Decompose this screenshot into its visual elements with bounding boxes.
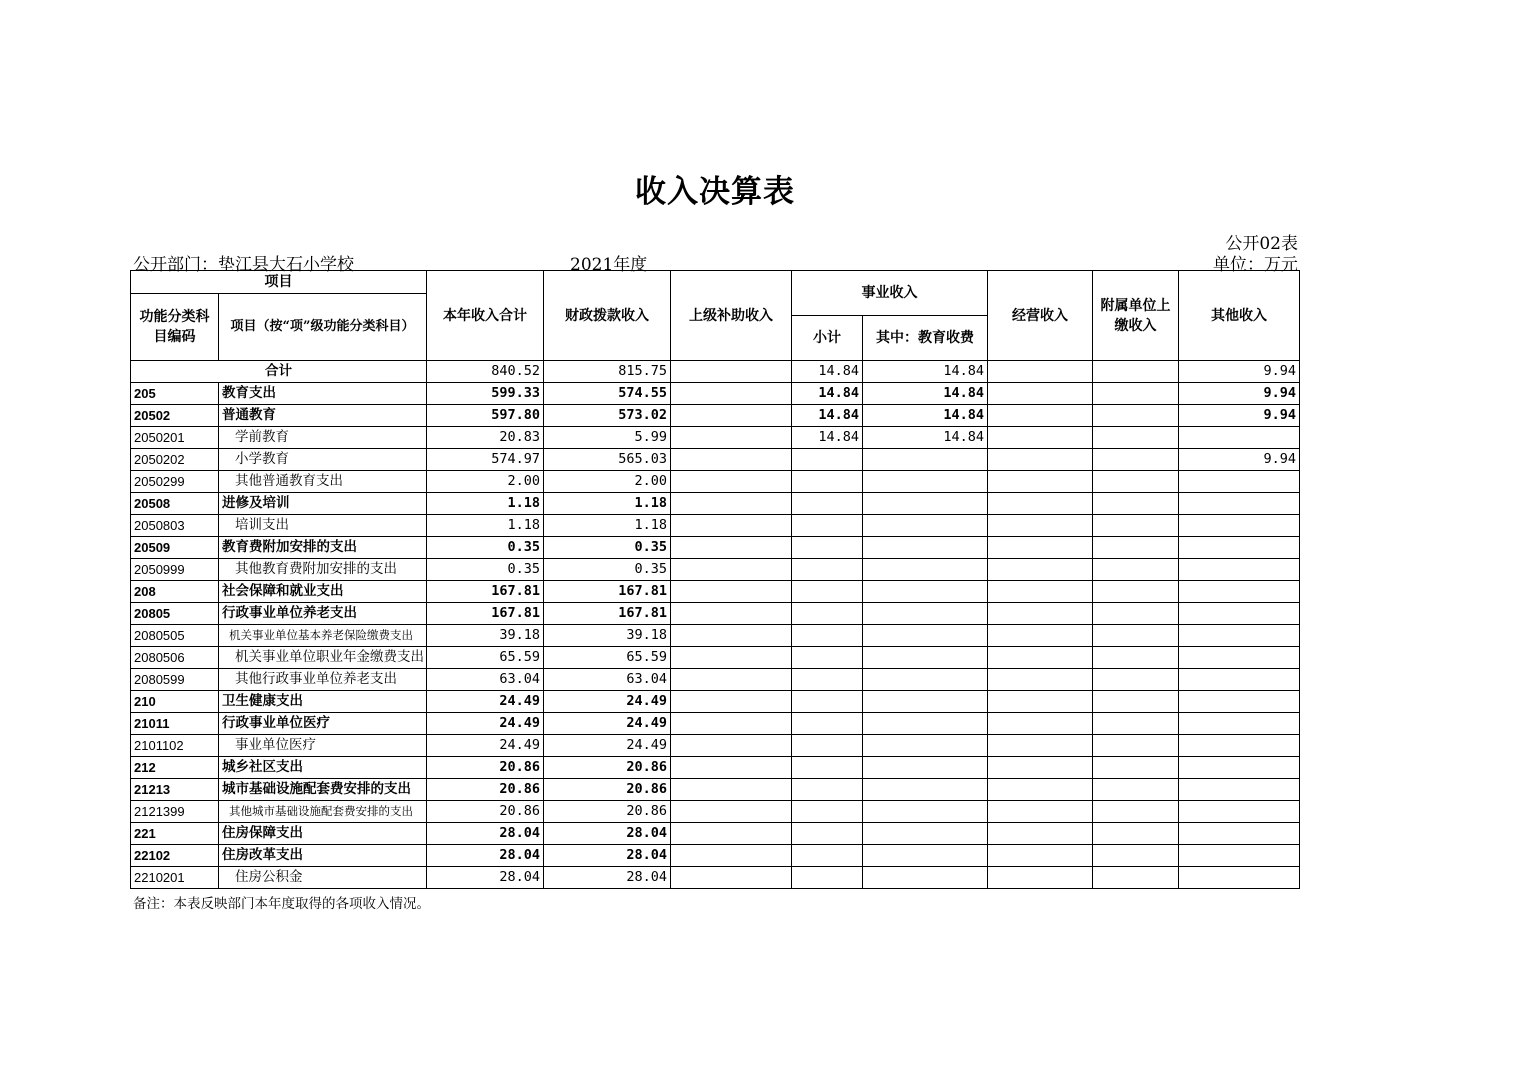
row-edu-fee — [863, 471, 988, 493]
row-superior — [671, 581, 792, 603]
row-total: 24.49 — [427, 691, 544, 713]
row-name: 其他城市基础设施配套费安排的支出 — [219, 801, 427, 823]
row-edu-fee — [863, 625, 988, 647]
row-business — [988, 427, 1093, 449]
row-total: 20.86 — [427, 757, 544, 779]
row-edu-fee — [863, 691, 988, 713]
row-name: 城乡社区支出 — [219, 757, 427, 779]
row-affiliated — [1093, 449, 1179, 471]
row-fiscal: 574.55 — [544, 383, 671, 405]
department-label: 公开部门：垫江县大石小学校 — [133, 255, 354, 275]
header-item: 项目 — [131, 271, 427, 294]
row-other — [1179, 515, 1300, 537]
row-name: 机关事业单位职业年金缴费支出 — [219, 647, 427, 669]
row-edu-fee — [863, 493, 988, 515]
row-fiscal: 65.59 — [544, 647, 671, 669]
total-affiliated — [1093, 361, 1179, 383]
row-superior — [671, 449, 792, 471]
row-business — [988, 449, 1093, 471]
row-affiliated — [1093, 823, 1179, 845]
row-code: 208 — [131, 581, 219, 603]
row-other — [1179, 823, 1300, 845]
row-subtotal — [792, 647, 863, 669]
row-total: 167.81 — [427, 581, 544, 603]
row-total: 2.00 — [427, 471, 544, 493]
row-edu-fee — [863, 713, 988, 735]
row-affiliated — [1093, 801, 1179, 823]
row-affiliated — [1093, 779, 1179, 801]
row-other — [1179, 581, 1300, 603]
row-code: 20509 — [131, 537, 219, 559]
table-row — [131, 669, 1300, 691]
row-total: 28.04 — [427, 845, 544, 867]
row-name: 教育费附加安排的支出 — [219, 537, 427, 559]
row-edu-fee — [863, 559, 988, 581]
table-row — [131, 801, 1300, 823]
row-business — [988, 713, 1093, 735]
footnote: 备注：本表反映部门本年度取得的各项收入情况。 — [133, 896, 430, 912]
total-fiscal: 815.75 — [544, 361, 671, 383]
row-other — [1179, 801, 1300, 823]
row-code: 2050299 — [131, 471, 219, 493]
row-fiscal: 0.35 — [544, 559, 671, 581]
row-edu-fee — [863, 449, 988, 471]
row-code: 22102 — [131, 845, 219, 867]
header-career: 事业收入 — [792, 271, 988, 316]
row-fiscal: 573.02 — [544, 405, 671, 427]
row-name: 其他普通教育支出 — [219, 471, 427, 493]
row-business — [988, 779, 1093, 801]
row-subtotal: 14.84 — [792, 427, 863, 449]
row-superior — [671, 713, 792, 735]
row-subtotal: 14.84 — [792, 383, 863, 405]
row-total: 65.59 — [427, 647, 544, 669]
row-code: 21213 — [131, 779, 219, 801]
row-affiliated — [1093, 427, 1179, 449]
row-superior — [671, 647, 792, 669]
row-affiliated — [1093, 735, 1179, 757]
row-subtotal — [792, 581, 863, 603]
row-business — [988, 405, 1093, 427]
header-other: 其他收入 — [1179, 271, 1300, 361]
row-other — [1179, 647, 1300, 669]
row-edu-fee — [863, 647, 988, 669]
row-subtotal — [792, 471, 863, 493]
form-number: 公开02表 — [1225, 234, 1298, 254]
table-row — [131, 823, 1300, 845]
table-row — [131, 515, 1300, 537]
row-superior — [671, 427, 792, 449]
row-business — [988, 383, 1093, 405]
row-edu-fee — [863, 669, 988, 691]
row-business — [988, 603, 1093, 625]
row-code: 205 — [131, 383, 219, 405]
row-business — [988, 845, 1093, 867]
row-name: 教育支出 — [219, 383, 427, 405]
table-row — [131, 581, 1300, 603]
row-total: 20.86 — [427, 779, 544, 801]
row-code: 221 — [131, 823, 219, 845]
row-name: 其他教育费附加安排的支出 — [219, 559, 427, 581]
row-edu-fee — [863, 581, 988, 603]
table-row — [131, 383, 1300, 405]
row-fiscal: 24.49 — [544, 713, 671, 735]
row-superior — [671, 669, 792, 691]
row-superior — [671, 625, 792, 647]
row-total: 1.18 — [427, 515, 544, 537]
row-name: 住房改革支出 — [219, 845, 427, 867]
row-subtotal — [792, 537, 863, 559]
row-name: 其他行政事业单位养老支出 — [219, 669, 427, 691]
row-total: 20.83 — [427, 427, 544, 449]
table-row — [131, 537, 1300, 559]
row-total: 24.49 — [427, 713, 544, 735]
row-edu-fee — [863, 515, 988, 537]
total-edu-fee: 14.84 — [863, 361, 988, 383]
row-total: 0.35 — [427, 537, 544, 559]
row-name: 培训支出 — [219, 515, 427, 537]
row-business — [988, 471, 1093, 493]
row-name: 住房保障支出 — [219, 823, 427, 845]
row-superior — [671, 757, 792, 779]
row-affiliated — [1093, 867, 1179, 889]
row-name: 行政事业单位养老支出 — [219, 603, 427, 625]
row-name: 城市基础设施配套费安排的支出 — [219, 779, 427, 801]
row-fiscal: 28.04 — [544, 823, 671, 845]
total-total: 840.52 — [427, 361, 544, 383]
row-edu-fee — [863, 603, 988, 625]
row-name: 小学教育 — [219, 449, 427, 471]
row-business — [988, 647, 1093, 669]
header-subtotal: 小计 — [792, 316, 863, 361]
row-fiscal: 28.04 — [544, 845, 671, 867]
row-name: 普通教育 — [219, 405, 427, 427]
unit-label: 单位：万元 — [1213, 255, 1298, 275]
total-superior — [671, 361, 792, 383]
row-subtotal — [792, 559, 863, 581]
header-name: 项目（按“项”级功能分类科目） — [219, 294, 427, 361]
row-business — [988, 669, 1093, 691]
row-edu-fee — [863, 757, 988, 779]
table-row — [131, 735, 1300, 757]
row-affiliated — [1093, 471, 1179, 493]
row-fiscal: 2.00 — [544, 471, 671, 493]
row-fiscal: 1.18 — [544, 515, 671, 537]
row-superior — [671, 801, 792, 823]
table-row — [131, 405, 1300, 427]
row-superior — [671, 471, 792, 493]
row-business — [988, 625, 1093, 647]
row-fiscal: 20.86 — [544, 779, 671, 801]
row-subtotal — [792, 757, 863, 779]
row-subtotal — [792, 515, 863, 537]
row-business — [988, 581, 1093, 603]
row-code: 210 — [131, 691, 219, 713]
row-business — [988, 757, 1093, 779]
total-other: 9.94 — [1179, 361, 1300, 383]
row-affiliated — [1093, 625, 1179, 647]
row-subtotal — [792, 867, 863, 889]
table-row — [131, 493, 1300, 515]
row-edu-fee — [863, 537, 988, 559]
row-business — [988, 559, 1093, 581]
row-business — [988, 493, 1093, 515]
row-total: 39.18 — [427, 625, 544, 647]
table-row — [131, 559, 1300, 581]
row-superior — [671, 691, 792, 713]
row-subtotal — [792, 669, 863, 691]
row-code: 2121399 — [131, 801, 219, 823]
total-business — [988, 361, 1093, 383]
row-other — [1179, 867, 1300, 889]
row-affiliated — [1093, 691, 1179, 713]
header-affiliated: 附属单位上缴收入 — [1093, 271, 1179, 361]
table-row — [131, 625, 1300, 647]
header-edu-fee: 其中：教育收费 — [863, 316, 988, 361]
row-code: 20502 — [131, 405, 219, 427]
row-fiscal: 1.18 — [544, 493, 671, 515]
row-affiliated — [1093, 603, 1179, 625]
row-code: 20508 — [131, 493, 219, 515]
row-total: 597.80 — [427, 405, 544, 427]
row-superior — [671, 405, 792, 427]
row-fiscal: 565.03 — [544, 449, 671, 471]
income-table — [130, 270, 1300, 889]
row-subtotal — [792, 713, 863, 735]
row-name: 社会保障和就业支出 — [219, 581, 427, 603]
row-superior — [671, 603, 792, 625]
header-business: 经营收入 — [988, 271, 1093, 361]
row-fiscal: 20.86 — [544, 757, 671, 779]
header-superior: 上级补助收入 — [671, 271, 792, 361]
row-edu-fee — [863, 845, 988, 867]
row-fiscal: 39.18 — [544, 625, 671, 647]
total-label: 合计 — [131, 361, 427, 383]
row-edu-fee: 14.84 — [863, 405, 988, 427]
row-name: 行政事业单位医疗 — [219, 713, 427, 735]
table-body — [131, 361, 1300, 889]
page-title: 收入决算表 — [635, 174, 795, 210]
row-other — [1179, 735, 1300, 757]
row-fiscal: 63.04 — [544, 669, 671, 691]
row-superior — [671, 383, 792, 405]
row-subtotal — [792, 779, 863, 801]
row-superior — [671, 823, 792, 845]
header-fiscal: 财政拨款收入 — [544, 271, 671, 361]
row-affiliated — [1093, 845, 1179, 867]
row-business — [988, 691, 1093, 713]
row-other — [1179, 625, 1300, 647]
total-subtotal: 14.84 — [792, 361, 863, 383]
row-name: 进修及培训 — [219, 493, 427, 515]
row-business — [988, 867, 1093, 889]
table-row — [131, 427, 1300, 449]
row-edu-fee — [863, 735, 988, 757]
row-total: 28.04 — [427, 823, 544, 845]
header-code: 功能分类科目编码 — [131, 294, 219, 361]
row-edu-fee: 14.84 — [863, 427, 988, 449]
table-row — [131, 647, 1300, 669]
row-fiscal: 24.49 — [544, 691, 671, 713]
table-row — [131, 713, 1300, 735]
row-other — [1179, 559, 1300, 581]
row-code: 2050201 — [131, 427, 219, 449]
row-superior — [671, 867, 792, 889]
row-fiscal: 5.99 — [544, 427, 671, 449]
row-name: 机关事业单位基本养老保险缴费支出 — [219, 625, 427, 647]
row-name: 卫生健康支出 — [219, 691, 427, 713]
row-total: 167.81 — [427, 603, 544, 625]
row-other — [1179, 757, 1300, 779]
row-affiliated — [1093, 559, 1179, 581]
row-fiscal: 167.81 — [544, 581, 671, 603]
row-superior — [671, 559, 792, 581]
row-total: 20.86 — [427, 801, 544, 823]
row-affiliated — [1093, 647, 1179, 669]
row-affiliated — [1093, 383, 1179, 405]
row-code: 20805 — [131, 603, 219, 625]
row-code: 2050999 — [131, 559, 219, 581]
row-subtotal — [792, 691, 863, 713]
row-subtotal — [792, 449, 863, 471]
row-total: 63.04 — [427, 669, 544, 691]
row-other — [1179, 471, 1300, 493]
row-affiliated — [1093, 537, 1179, 559]
row-total: 1.18 — [427, 493, 544, 515]
row-other — [1179, 691, 1300, 713]
row-superior — [671, 845, 792, 867]
row-affiliated — [1093, 515, 1179, 537]
row-affiliated — [1093, 713, 1179, 735]
row-business — [988, 537, 1093, 559]
row-fiscal: 24.49 — [544, 735, 671, 757]
row-code: 2080505 — [131, 625, 219, 647]
row-other: 9.94 — [1179, 383, 1300, 405]
row-fiscal: 0.35 — [544, 537, 671, 559]
table-header — [131, 271, 1300, 361]
table-row — [131, 691, 1300, 713]
row-total: 574.97 — [427, 449, 544, 471]
row-other — [1179, 845, 1300, 867]
row-edu-fee — [863, 867, 988, 889]
table-row — [131, 449, 1300, 471]
total-row — [131, 361, 1300, 383]
row-superior — [671, 779, 792, 801]
row-code: 21011 — [131, 713, 219, 735]
row-subtotal — [792, 801, 863, 823]
row-name: 事业单位医疗 — [219, 735, 427, 757]
row-subtotal — [792, 493, 863, 515]
table-row — [131, 471, 1300, 493]
row-name: 住房公积金 — [219, 867, 427, 889]
row-edu-fee: 14.84 — [863, 383, 988, 405]
table-row — [131, 779, 1300, 801]
row-affiliated — [1093, 493, 1179, 515]
row-subtotal — [792, 735, 863, 757]
row-superior — [671, 735, 792, 757]
row-affiliated — [1093, 669, 1179, 691]
row-business — [988, 823, 1093, 845]
row-affiliated — [1093, 581, 1179, 603]
row-code: 2080506 — [131, 647, 219, 669]
row-total: 28.04 — [427, 867, 544, 889]
row-subtotal — [792, 845, 863, 867]
row-edu-fee — [863, 801, 988, 823]
row-business — [988, 801, 1093, 823]
row-subtotal: 14.84 — [792, 405, 863, 427]
row-code: 2050202 — [131, 449, 219, 471]
table-row — [131, 845, 1300, 867]
row-affiliated — [1093, 405, 1179, 427]
row-edu-fee — [863, 823, 988, 845]
row-other — [1179, 427, 1300, 449]
row-total: 599.33 — [427, 383, 544, 405]
row-code: 2080599 — [131, 669, 219, 691]
table-row — [131, 603, 1300, 625]
table-row — [131, 867, 1300, 889]
header-total: 本年收入合计 — [427, 271, 544, 361]
row-superior — [671, 493, 792, 515]
row-business — [988, 735, 1093, 757]
row-fiscal: 28.04 — [544, 867, 671, 889]
row-fiscal: 20.86 — [544, 801, 671, 823]
row-edu-fee — [863, 779, 988, 801]
row-other: 9.94 — [1179, 405, 1300, 427]
row-code: 2050803 — [131, 515, 219, 537]
row-other: 9.94 — [1179, 449, 1300, 471]
row-fiscal: 167.81 — [544, 603, 671, 625]
row-other — [1179, 779, 1300, 801]
row-name: 学前教育 — [219, 427, 427, 449]
row-superior — [671, 515, 792, 537]
row-other — [1179, 537, 1300, 559]
row-subtotal — [792, 603, 863, 625]
row-total: 24.49 — [427, 735, 544, 757]
row-superior — [671, 537, 792, 559]
row-other — [1179, 603, 1300, 625]
row-other — [1179, 493, 1300, 515]
row-other — [1179, 713, 1300, 735]
row-code: 2101102 — [131, 735, 219, 757]
row-subtotal — [792, 823, 863, 845]
row-code: 212 — [131, 757, 219, 779]
table-row — [131, 757, 1300, 779]
row-subtotal — [792, 625, 863, 647]
year-label: 2021年度 — [570, 255, 648, 275]
row-affiliated — [1093, 757, 1179, 779]
row-other — [1179, 669, 1300, 691]
row-code: 2210201 — [131, 867, 219, 889]
row-total: 0.35 — [427, 559, 544, 581]
row-business — [988, 515, 1093, 537]
